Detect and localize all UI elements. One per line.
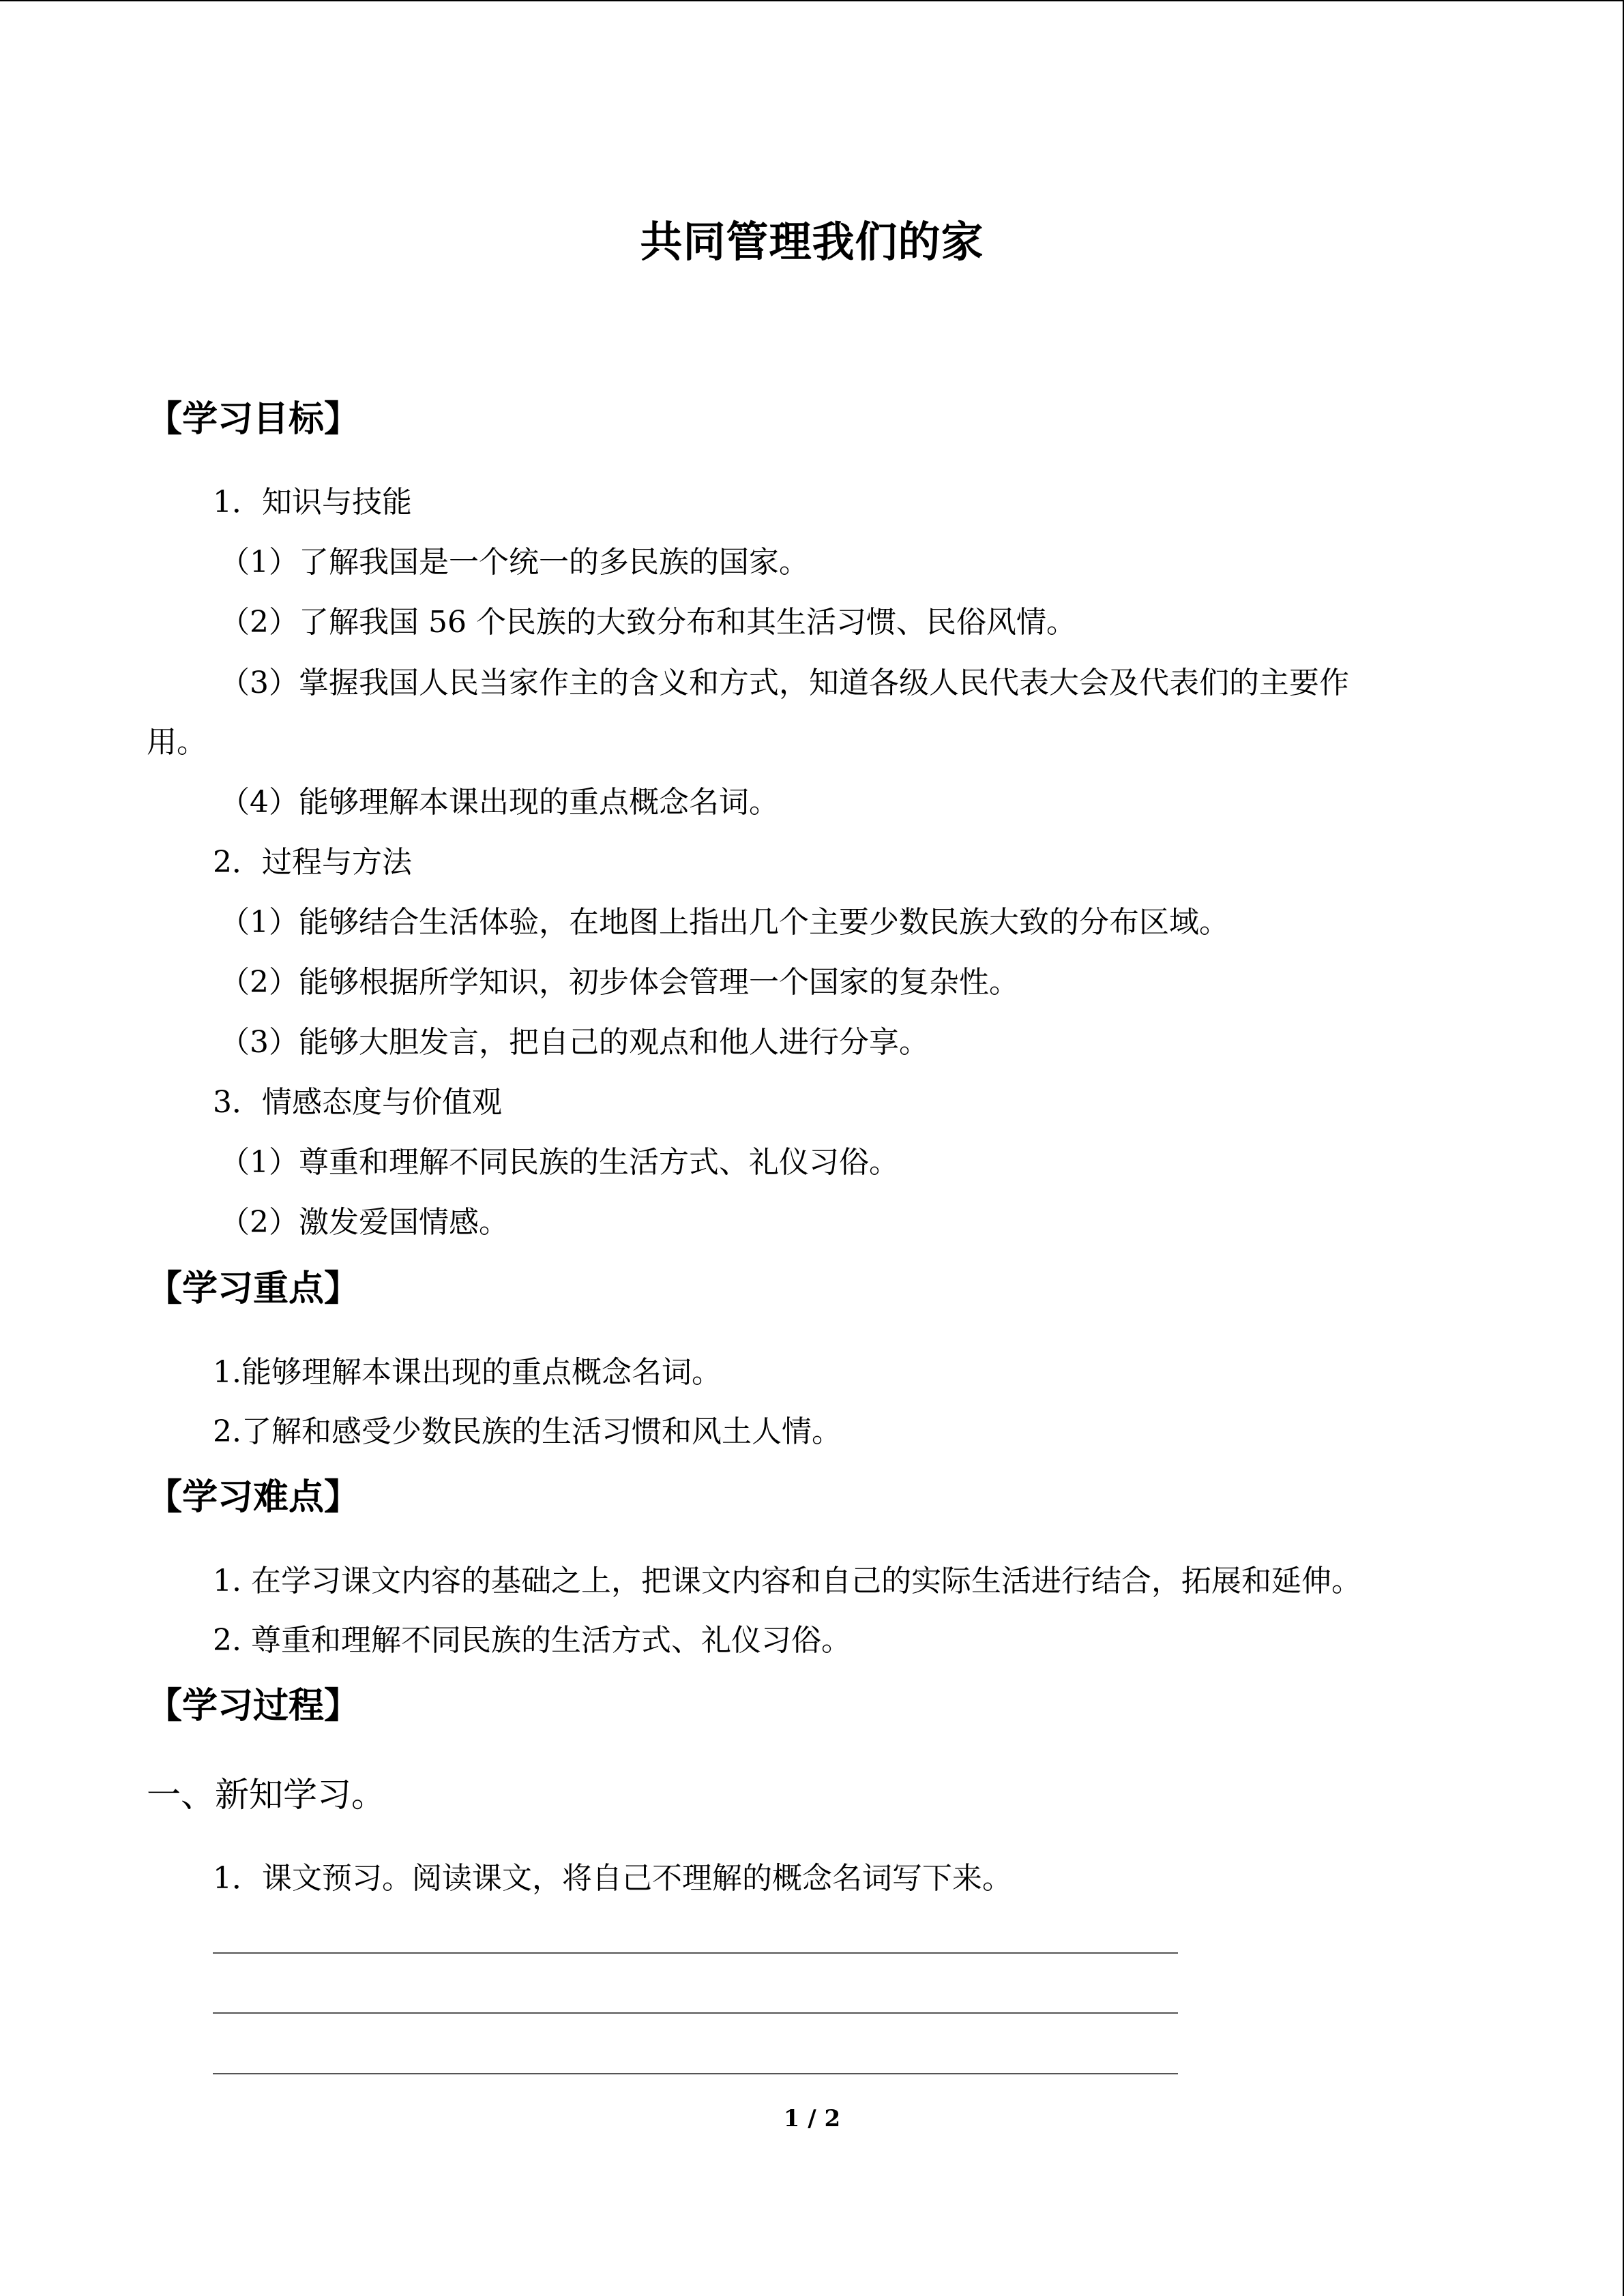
key-point-2: 2.了解和感受少数民族的生活习惯和风土人情。: [213, 1414, 842, 1449]
answer-line-1[interactable]: [213, 1952, 1178, 1954]
attitude-values-label: 3．情感态度与价值观: [213, 1085, 502, 1120]
learning-process-heading: 【学习过程】: [147, 1685, 360, 1727]
answer-line-2[interactable]: [213, 2012, 1178, 2014]
process-method-label: 2．过程与方法: [213, 845, 412, 880]
knowledge-item-1: （1）了解我国是一个统一的多民族的国家。: [220, 545, 809, 580]
attitude-item-1: （1）尊重和理解不同民族的生活方式、礼仪习俗。: [220, 1145, 899, 1180]
answer-line-3[interactable]: [213, 2073, 1178, 2074]
process-item-2: （2）能够根据所学知识，初步体会管理一个国家的复杂性。: [220, 965, 1019, 1000]
document-title: 共同管理我们的家: [640, 217, 984, 267]
difficulties-heading: 【学习难点】: [147, 1476, 360, 1518]
key-point-1: 1.能够理解本课出现的重点概念名词。: [213, 1355, 722, 1390]
process-item-1: （1）能够结合生活体验，在地图上指出几个主要少数民族大致的分布区域。: [220, 905, 1229, 940]
attitude-item-2: （2）激发爱国情感。: [220, 1205, 509, 1240]
knowledge-item-4: （4）能够理解本课出现的重点概念名词。: [220, 785, 779, 820]
task-one-preview: 1．课文预习。阅读课文，将自己不理解的概念名词写下来。: [213, 1861, 1012, 1896]
knowledge-item-3: （3）掌握我国人民当家作主的含义和方式，知道各级人民代表大会及代表们的主要作: [220, 666, 1349, 700]
process-item-3: （3）能够大胆发言，把自己的观点和他人进行分享。: [220, 1025, 929, 1060]
part-one-new-knowledge: 一、新知学习。: [147, 1775, 385, 1815]
knowledge-skills-label: 1．知识与技能: [213, 485, 412, 520]
key-points-heading: 【学习重点】: [147, 1268, 360, 1309]
objectives-heading: 【学习目标】: [147, 398, 360, 440]
difficulty-2: 2. 尊重和理解不同民族的生活方式、礼仪习俗。: [213, 1623, 851, 1658]
page-number: 1 / 2: [783, 2105, 841, 2132]
knowledge-item-3-continued: 用。: [147, 725, 207, 760]
knowledge-item-2: （2）了解我国 56 个民族的大致分布和其生活习惯、民俗风情。: [220, 605, 1076, 640]
difficulty-1: 1. 在学习课文内容的基础之上，把课文内容和自己的实际生活进行结合，拓展和延伸。: [213, 1564, 1361, 1598]
